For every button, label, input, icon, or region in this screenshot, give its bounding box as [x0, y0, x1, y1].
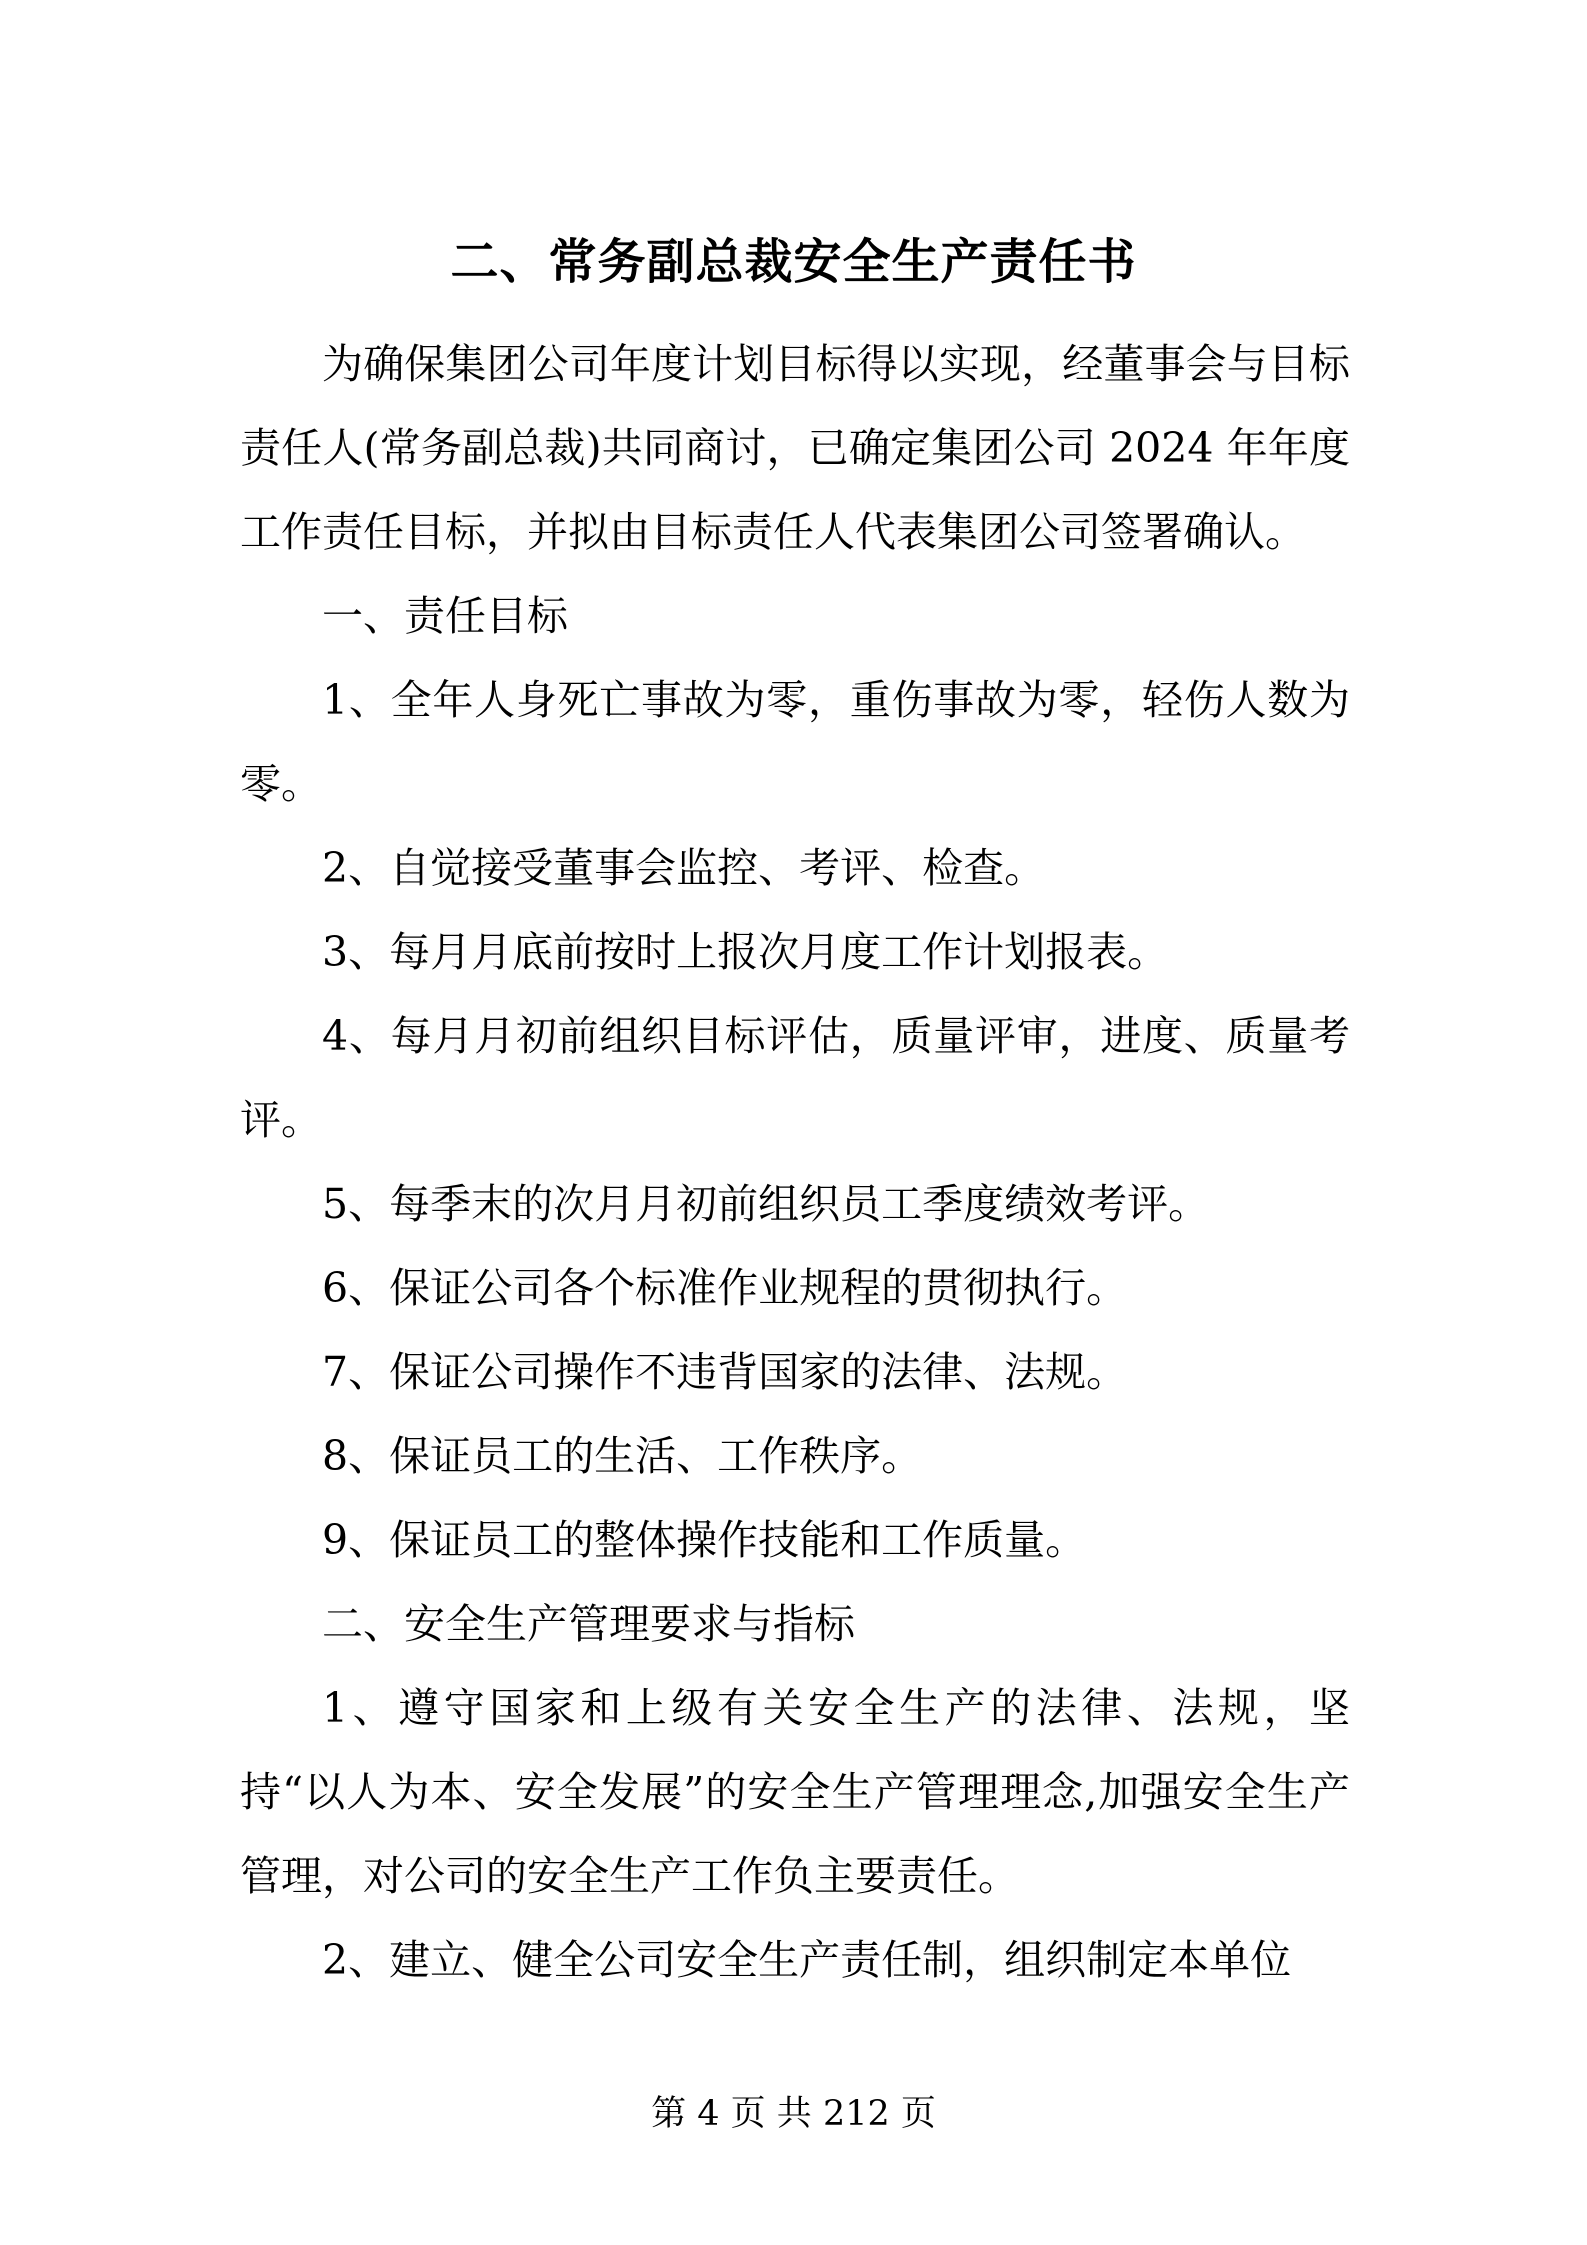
footer-total-pages: 212	[822, 2094, 890, 2134]
document-body	[240, 322, 1350, 2002]
footer-suffix: 页	[900, 2094, 936, 2134]
paragraph-intro: 为确保集团公司年度计划目标得以实现，经董事会与目标责任人(常务副总裁)共同商讨，已确定集团公司 2024 年年度工作责任目标，并拟由目标责任人代表集团公司签署确认。	[240, 340, 1350, 556]
footer-page-number: 4	[697, 2094, 720, 2134]
list-item: 6、保证公司各个标准作业规程的贯彻执行。	[322, 1264, 1128, 1312]
section-heading-targets: 一、责任目标	[322, 592, 568, 640]
list-item: 5、每季末的次月月初前组织员工季度绩效考评。	[322, 1180, 1210, 1228]
list-item: 8、保证员工的生活、工作秩序。	[322, 1432, 923, 1480]
list-item: 2、建立、健全公司安全生产责任制，组织制定本单位	[322, 1936, 1292, 1984]
list-item: 4、每月月初前组织目标评估，质量评审，进度、质量考评。	[240, 1012, 1350, 1144]
page-footer	[0, 2092, 1587, 2136]
document-title: 二、常务副总裁安全生产责任书	[450, 234, 1137, 291]
list-item: 1、全年人身死亡事故为零，重伤事故为零，轻伤人数为零。	[240, 676, 1350, 808]
list-item: 2、自觉接受董事会监控、考评、检查。	[322, 844, 1046, 892]
section-heading-requirements: 二、安全生产管理要求与指标	[322, 1600, 855, 1648]
footer-prefix: 第	[651, 2094, 687, 2134]
footer-mid: 页 共	[730, 2094, 812, 2134]
list-item: 1、遵守国家和上级有关安全生产的法律、法规，坚持“以人为本、安全发展”的安全生产管理理念,加强安全生产管理，对公司的安全生产工作负主要责任。	[240, 1684, 1350, 1900]
list-item: 7、保证公司操作不违背国家的法律、法规。	[322, 1348, 1128, 1396]
list-item: 3、每月月底前按时上报次月度工作计划报表。	[322, 928, 1169, 976]
list-item: 9、保证员工的整体操作技能和工作质量。	[322, 1516, 1087, 1564]
